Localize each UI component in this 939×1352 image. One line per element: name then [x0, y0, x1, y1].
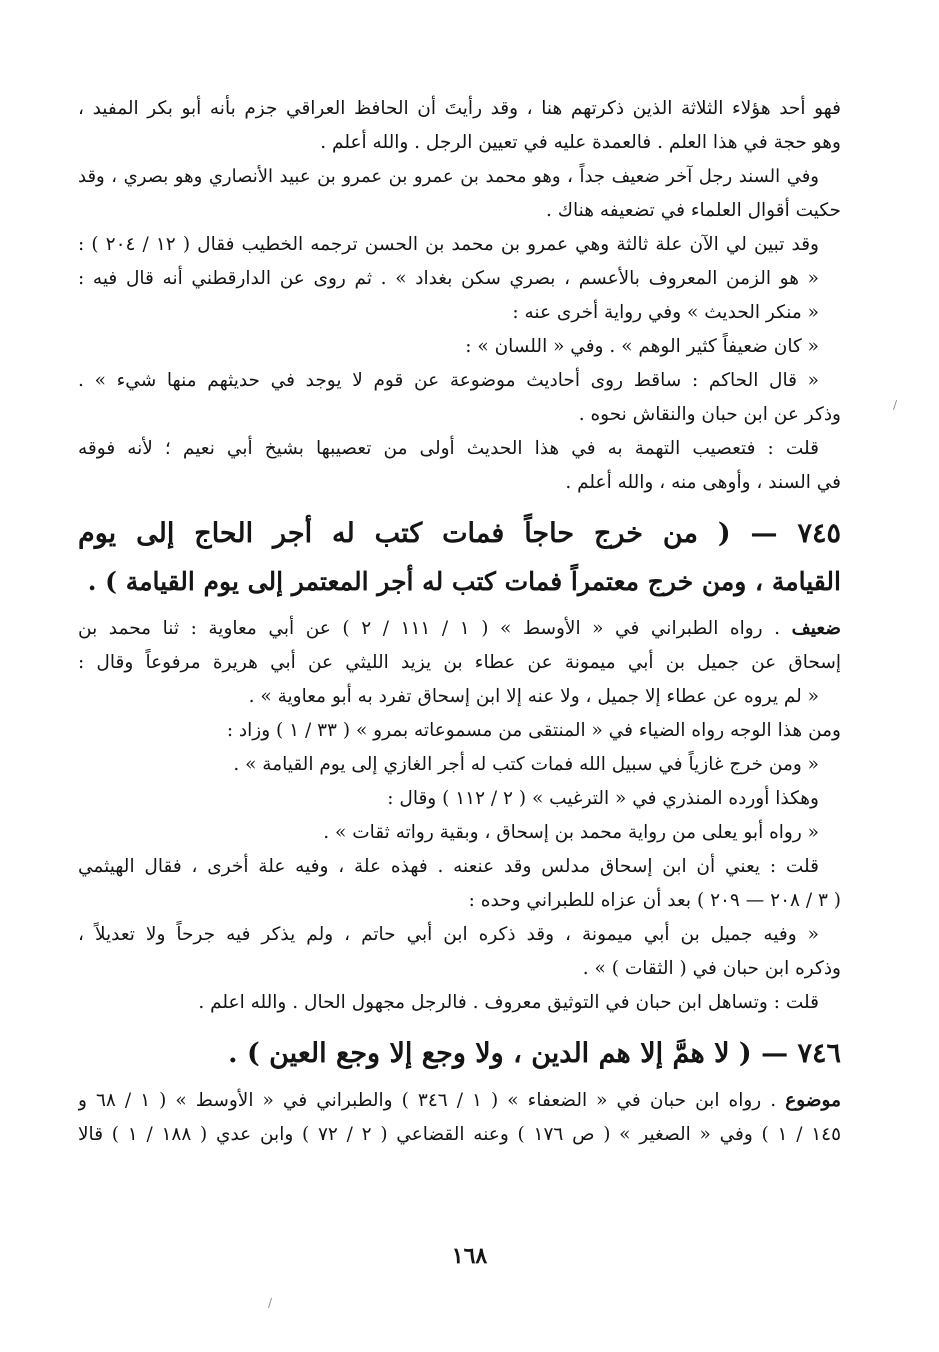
text-line: وذكر عن ابن حبان والنقاش نحوه . [578, 404, 841, 425]
scan-mark: / [268, 1296, 273, 1310]
quote-line: « قال الحاكم : ساقط روى أحاديث موضوعة عن قوم لا يوجد في حديثهم منها شيء » . [78, 370, 819, 391]
page-text [78, 92, 841, 1152]
scan-mark: / [893, 398, 898, 412]
text-line: ١٤٥ / ١ ) وفي « الصغير » ( ص ١٧٦ ) وعنه القضاعي ( ٢ / ٧٢ ) وابن عدي ( ١٨٨ / ١ ) قالا [78, 1124, 841, 1145]
text-span: . رواه الطبراني في « الأوسط » ( ١ / ١١١ / ٢ ) عن أبي معاوية : ثنا محمد بن [78, 618, 781, 639]
text-line: ومن هذا الوجه رواه الضياء في « المنتقى من مسموعاته بمرو » ( ٣٣ / ١ ) وزاد : [226, 720, 841, 741]
text-line: إسحاق عن جميل بن أبي ميمونة عن عطاء بن يزيد الليثي عن أبي هريرة مرفوعاً وقال : [78, 652, 841, 673]
quote-line: « ومن خرج غازياً في سبيل الله فمات كتب له أجر الغازي إلى يوم القيامة » . [233, 754, 819, 775]
text-line: وفي السند رجل آخر ضعيف جداً ، وهو محمد بن عمرو بن عمرو بن عبيد الأنصاري وهو بصري ، وقد [78, 166, 819, 187]
quote-line: « رواه أبو يعلى من رواية محمد بن إسحاق ، وبقية رواته ثقات » . [323, 822, 819, 843]
quote-line: « لم يروه عن عطاء إلا جميل ، ولا عنه إلا ابن إسحاق تفرد به أبو معاوية » . [248, 686, 819, 707]
grade-label: موضوع [785, 1090, 841, 1111]
text-line [78, 1084, 841, 1118]
quote-line: « هو الزمن المعروف بالأعسم ، بصري سكن بغداد » . ثم روى عن الدارقطني أنه قال فيه : [78, 268, 819, 289]
text-span: . رواه ابن حبان في « الضعفاء » ( ١ / ٣٤٦ ) والطبراني في « الأوسط » ( ١ / ٦٨ و [78, 1090, 777, 1111]
text-line [78, 612, 841, 646]
quote-line: « وفيه جميل بن أبي ميمونة ، وقد ذكره ابن أبي حاتم ، ولم يذكر فيه جرحاً ولا تعديلاً ، [78, 924, 819, 945]
hadith-746-heading: ٧٤٦ — ( لا همَّ إلا هم الدين ، ولا وجع إلا وجع العين ) . [228, 1038, 841, 1069]
text-line: ( ٣ / ٢٠٨ — ٢٠٩ ) بعد أن عزاه للطبراني وحده : [468, 890, 841, 911]
text-line: فهو أحد هؤلاء الثلاثة الذين ذكرتهم هنا ، وقد رأيتَ أن الحافظ العراقي جزم بأنه أبو بكر المفيد ، [78, 98, 841, 119]
page-number: ١٦٨ [451, 1243, 488, 1269]
text-line: وقد تبين لي الآن علة ثالثة وهي عمرو بن محمد بن الحسن ترجمه الخطيب فقال ( ١٢ / ٢٠٤ ) : [78, 234, 819, 255]
grade-label: ضعيف [791, 618, 841, 639]
text-line: قلت : فتعصيب التهمة به في هذا الحديث أولى من تعصيبها بشيخ أبي نعيم ؛ لأنه فوقه [78, 438, 819, 459]
text-line: قلت : يعني أن ابن إسحاق مدلس وقد عنعنه . فهذه علة ، وفيه علة أخرى ، فقال الهيثمي [78, 856, 819, 877]
hadith-745-heading: ٧٤٥ — ( من خرج حاجاً فمات كتب له أجر الحاج إلى يوم [78, 518, 841, 549]
text-line: وهكذا أورده المنذري في « الترغيب » ( ٢ / ١١٢ ) وقال : [387, 788, 819, 809]
quote-line: « منكر الحديث » وفي رواية أخرى عنه : [512, 302, 819, 323]
text-line: قلت : وتساهل ابن حبان في التوثيق معروف . فالرجل مجهول الحال . والله اعلم . [198, 992, 819, 1013]
quote-line: « كان ضعيفاً كثير الوهم » . وفي « اللسان » : [465, 336, 819, 357]
quote-line: وذكره ابن حبان في ( الثقات ) » . [582, 958, 841, 979]
text-line: في السند ، وأوهى منه ، والله أعلم . [565, 472, 841, 493]
text-line: حكيت أقوال العلماء في تضعيفه هناك . [545, 200, 841, 221]
hadith-745-heading: القيامة ، ومن خرج معتمراً فمات كتب له أجر المعتمر إلى يوم القيامة ) . [87, 567, 841, 596]
text-line: وهو حجة في هذا العلم . فالعمدة عليه في تعيين الرجل . والله أعلم . [320, 132, 841, 153]
